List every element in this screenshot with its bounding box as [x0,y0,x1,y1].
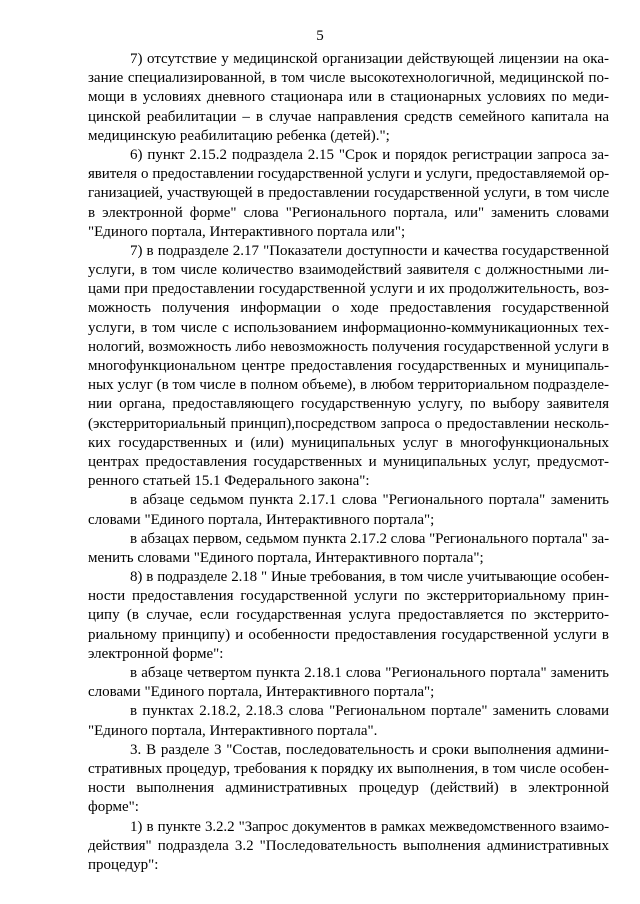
page-number: 5 [316,28,324,44]
text-line: 8) в подразделе 2.18 " Иные требования, в том числе учитывающие особен- [130,569,609,586]
text-line: ких государственных и (или) муниципальных услуг в многофункциональных [88,434,609,451]
text-line: центрах предоставления государственных и муниципальных услуг, предусмот- [88,453,609,470]
text-line: "Единого портала, Интерактивного портала или"; [88,223,406,240]
text-line: можность получения информации о ходе предоставления государственной [88,300,609,317]
text-line: медицинскую реабилитацию ребенка (детей)."; [88,127,390,144]
text-line: мощи в условиях дневного стационара или в стационарных условиях по меди- [88,89,609,106]
text-line: действия" подраздела 3.2 "Последовательность выполнения административных [88,837,609,854]
text-line: электронной форме": [88,645,224,662]
text-line: услуги, в том числе количество взаимодействий заявителя с должностными ли- [88,262,609,279]
text-line: ных услуг (в том числе в полном объеме), в любом территориальном подразделе- [88,377,609,394]
text-line: нии органа, предоставляющего государственную услугу, по выбору заявителя [88,396,609,413]
text-line: словами "Единого портала, Интерактивного портала"; [88,684,435,701]
text-line: форме": [88,799,139,816]
text-line: словами "Единого портала, Интерактивного портала"; [88,511,435,528]
text-line: стративных процедур, требования к порядку их выполнения, в том числе особен- [88,760,609,777]
text-line: нологий, возможность либо невозможность получения государственной услуги в [88,338,609,355]
document-body [88,50,609,875]
text-line: цинской реабилитации – в случае направления средств семейного капитала на [88,108,609,125]
text-line: в абзацах первом, седьмом пункта 2.17.2 слова "Регионального портала" за- [130,530,609,547]
text-line: ципу (в случае, если государственная услуга предоставляется по экстеррито- [88,607,609,624]
text-line: цами при предоставлении государственной услуги и их продолжительность, воз- [88,281,609,298]
text-line: явителя о предоставлении государственной услуги и услуги, предоставляемой ор- [88,166,609,183]
text-line: в абзаце седьмом пункта 2.17.1 слова "Регионального портала" заменить [130,492,609,509]
text-line: 7) отсутствие у медицинской организации действующей лицензии на ока- [130,51,609,67]
text-line: "Единого портала, Интерактивного портала". [88,722,378,739]
text-line: ренного статьей 15.1 Федерального закона": [88,473,370,490]
text-line: процедур": [88,856,159,873]
text-line: 1) в пункте 3.2.2 "Запрос документов в рамках межведомственного взаимо- [130,818,609,835]
text-line: услуги, в том числе с использованием информационно-коммуникационных тех- [88,319,609,336]
text-line: ганизацией, участвующей в предоставлении государственной услуги, в том числе [88,185,609,202]
text-line: в электронной форме" слова "Регионального портала, или" заменить словами [88,204,609,221]
text-line: в абзаце четвертом пункта 2.18.1 слова "Регионального портала" заменить [130,665,609,681]
text-line: ности выполнения административных процедур (действий) в электронной [88,780,609,797]
text-line: (экстерриториальный принцип),посредством запроса о предоставлении несколь- [88,415,609,432]
text-line: 7) в подразделе 2.17 "Показатели доступности и качества государственной [130,242,609,259]
text-line: в пунктах 2.18.2, 2.18.3 слова "Региональном портале" заменить словами [130,703,609,720]
text-line: ности предоставления государственной услуги по экстерриториальному прин- [88,588,609,605]
text-line: менить словами "Единого портала, Интерактивного портала"; [88,549,484,566]
text-line: 6) пункт 2.15.2 подраздела 2.15 "Срок и порядок регистрации запроса за- [130,146,609,163]
text-line: 3. В разделе 3 "Состав, последовательность и сроки выполнения админи- [130,741,609,758]
text-line: многофункциональном центре предоставления государственных и муниципаль- [88,358,609,374]
text-line: зание специализированной, в том числе высокотехнологичной, медицинской по- [88,70,609,87]
text-line: риальному принципу) и особенности предоставления государственной услуги в [88,626,609,643]
